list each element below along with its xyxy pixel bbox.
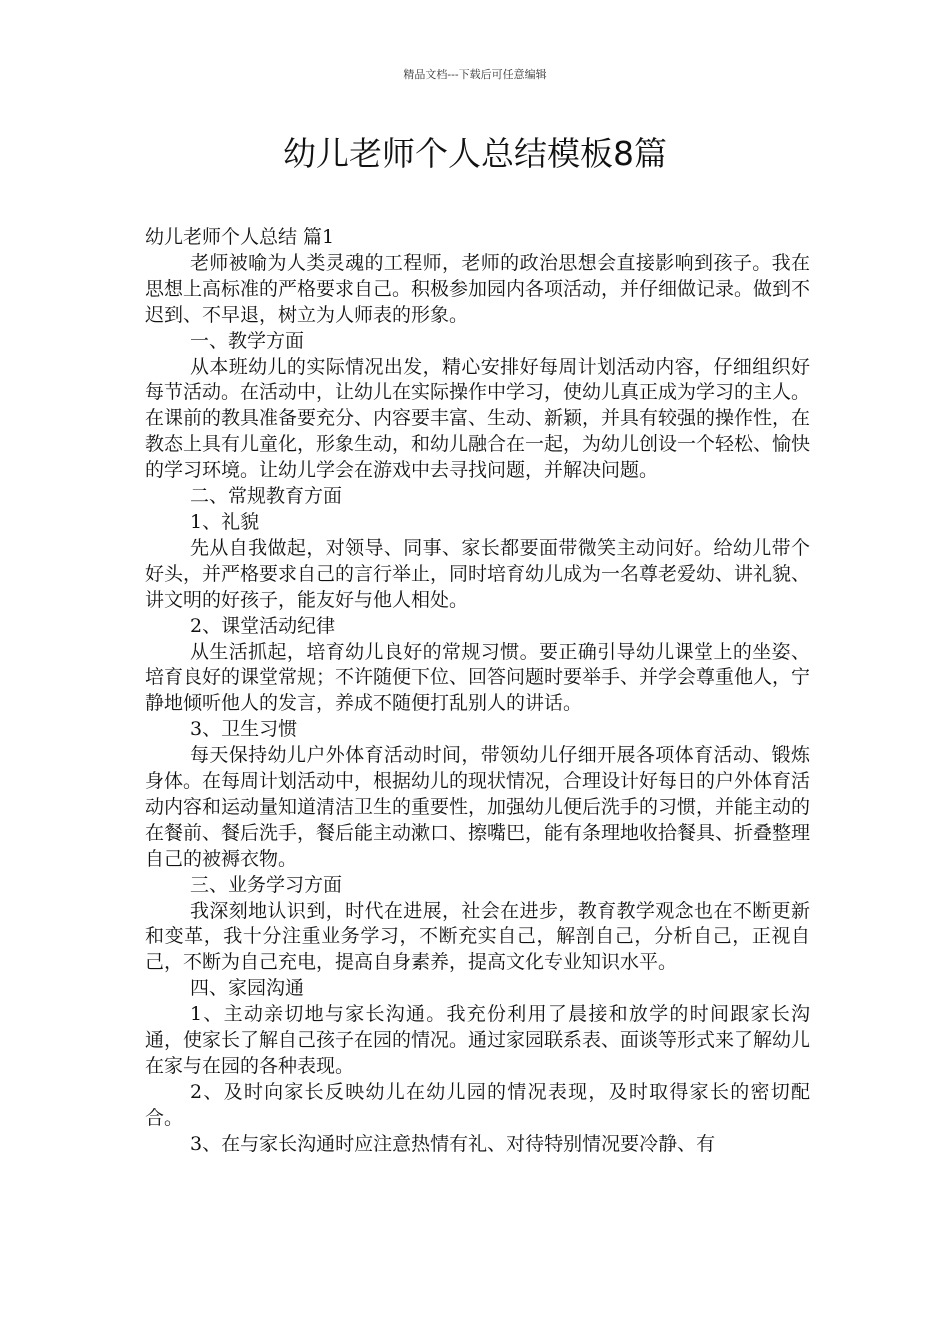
body-paragraph: 先从自我做起，对领导、同事、家长都要面带微笑主动问好。给幼儿带个好头，并严格要求自己的言行举止，同时培育幼儿成为一名尊老爱幼、讲礼貌、讲文明的好孩子，能友好与他人相处。: [145, 536, 811, 611]
page-header: 精品文档---下载后可任意编辑: [403, 68, 547, 81]
body-paragraph: 从生活抓起，培育幼儿良好的常规习惯。要正确引导幼儿课堂上的坐姿、培育良好的课堂常规；不许随便下位、回答问题时要举手、并学会尊重他人，宁静地倾听他人的发言，养成不随便打乱别人的讲话。: [145, 640, 811, 715]
body-paragraph: 老师被喻为人类灵魂的工程师，老师的政治思想会直接影响到孩子。我在思想上高标准的严格要求自己。积极参加园内各项活动，并仔细做记录。做到不迟到、不早退，树立为人师表的形象。: [145, 251, 811, 326]
subsection-heading-manners: 1、礼貌: [190, 510, 260, 533]
document-body: [145, 225, 810, 1158]
section-heading-routine-education: 二、常规教育方面: [190, 485, 343, 508]
body-paragraph: 3、在与家长沟通时应注意热情有礼、对待特别情况要冷静、有: [190, 1132, 716, 1155]
section-heading-home-school: 四、家园沟通: [190, 977, 305, 1000]
section-heading-professional-study: 三、业务学习方面: [190, 873, 343, 896]
body-paragraph: 1、主动亲切地与家长沟通。我充份利用了晨接和放学的时间跟家长沟通，使家长了解自己孩子在园的情况。通过家园联系表、面谈等形式来了解幼儿在家与在园的各种表现。: [145, 1003, 811, 1077]
body-paragraph: 每天保持幼儿户外体育活动时间，带领幼儿仔细开展各项体育活动、锻炼身体。在每周计划活动中，根据幼儿的现状情况，合理设计好每日的户外体育活动内容和运动量知道清洁卫生的重要性，加强幼儿便后洗手的习惯，并能主动的在餐前、餐后洗手，餐后能主动漱口、擦嘴巴，能有条理地收拾餐具、折叠整理自己的被褥衣物。: [145, 744, 811, 870]
subsection-heading-hygiene: 3、卫生习惯: [190, 718, 298, 741]
article-heading: 幼儿老师个人总结 篇1: [145, 226, 335, 248]
subsection-heading-classroom-discipline: 2、课堂活动纪律: [190, 614, 336, 637]
body-paragraph: 我深刻地认识到，时代在进展，社会在进步，教育教学观念也在不断更新和变革，我十分注重业务学习，不断充实自己，解剖自己，分析自己，正视自己，不断为自己充电，提高自身素养，提高文化专业知识水平。: [145, 899, 810, 974]
body-paragraph: 从本班幼儿的实际情况出发，精心安排好每周计划活动内容，仔细组织好每节活动。在活动中，让幼儿在实际操作中学习，使幼儿真正成为学习的主人。在课前的教具准备要充分、内容要丰富、生动、新颖，并具有较强的操作性，在教态上具有儿童化，形象生动，和幼儿融合在一起，为幼儿创设一个轻松、愉快的学习环境。让幼儿学会在游戏中去寻找问题，并解决问题。: [145, 355, 811, 482]
section-heading-teaching: 一、教学方面: [190, 329, 305, 352]
body-paragraph: 2、及时向家长反映幼儿在幼儿园的情况表现，及时取得家长的密切配合。: [145, 1080, 810, 1129]
document-title: 幼儿老师个人总结模板8篇: [283, 134, 667, 173]
